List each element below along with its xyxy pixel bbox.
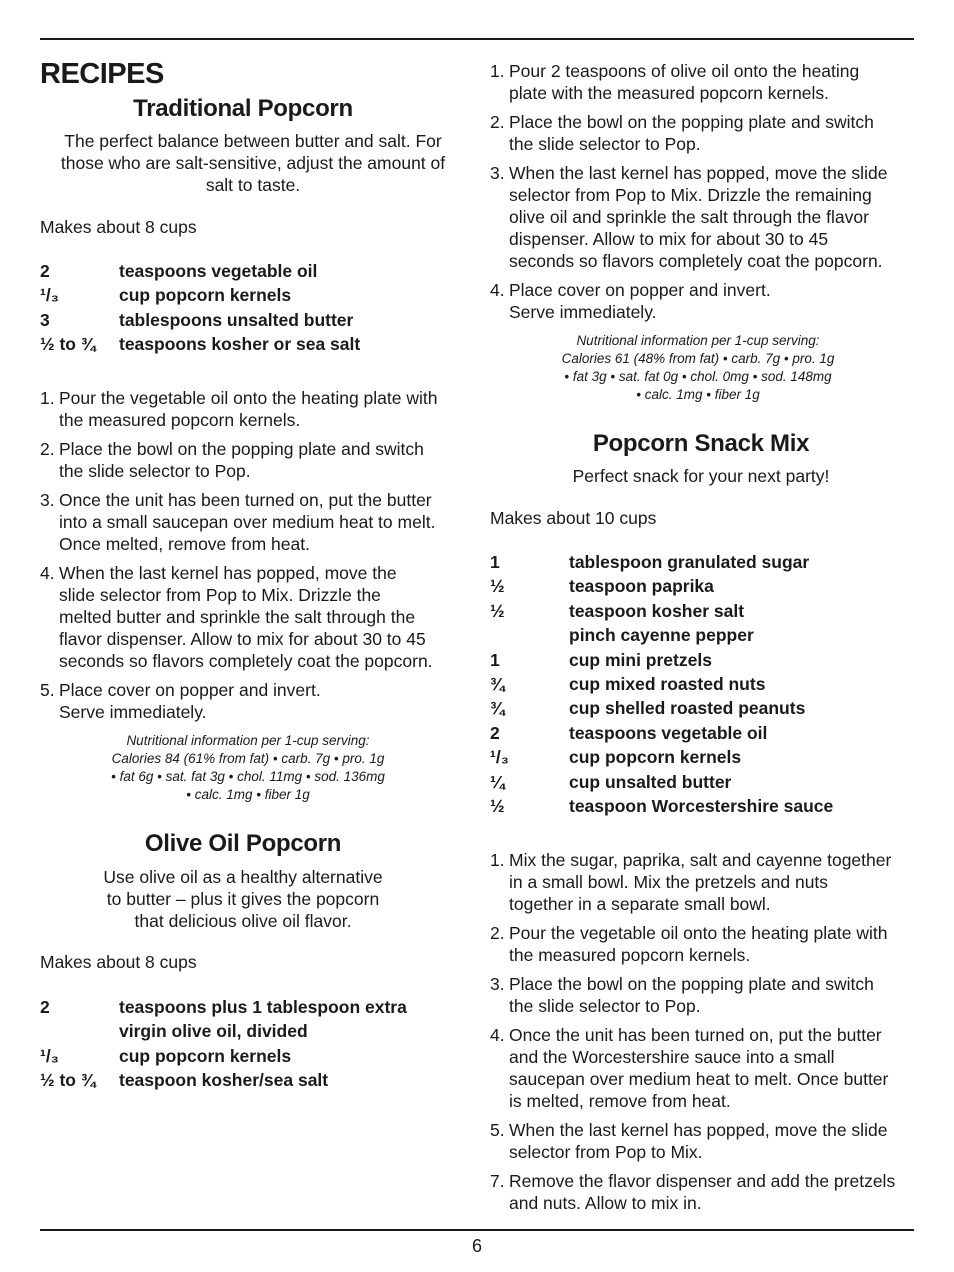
ingredient-item: teaspoon paprika [569, 576, 714, 597]
step-line: slide selector from Pop to Mix. Drizzle the [59, 585, 381, 605]
nutrition-info [40, 732, 456, 804]
top-rule [40, 38, 914, 40]
step-list [40, 387, 456, 730]
ingredient-qty: ¹/₃ [40, 1045, 59, 1066]
ingredient-row [490, 648, 912, 672]
step [490, 279, 912, 323]
ingredient-qty: ¾ [490, 674, 505, 695]
ingredient-item: virgin olive oil, divided [119, 1021, 308, 1042]
ingredient-item: teaspoons vegetable oil [569, 722, 768, 743]
ingredient-row [40, 1019, 456, 1043]
step-line: Once the unit has been turned on, put the butter [509, 1025, 882, 1045]
step-line: seconds so flavors completely coat the popcorn. [509, 251, 883, 271]
nutrition-line: • calc. 1mg • fiber 1g [186, 787, 310, 802]
step [490, 973, 912, 1017]
recipe-title: Popcorn Snack Mix [592, 430, 810, 457]
step-number: 4. [40, 563, 55, 583]
step [490, 1119, 912, 1163]
step-line: in a small bowl. Mix the pretzels and nuts [509, 872, 829, 892]
recipe-yield: Makes about 10 cups [490, 508, 657, 528]
recipe-yield: Makes about 8 cups [40, 217, 197, 237]
ingredient-qty [490, 623, 569, 647]
step [40, 562, 456, 672]
step-line: Place the bowl on the popping plate and switch [509, 112, 874, 132]
page-title: RECIPES [40, 58, 164, 90]
ingredient-list [40, 259, 456, 357]
recipe-intro [45, 130, 461, 196]
page-number: 6 [471, 1236, 482, 1256]
step-line: Once the unit has been turned on, put the butter [59, 490, 432, 510]
step-number: 3. [490, 163, 505, 183]
ingredient-row [490, 599, 912, 623]
nutrition-line: Calories 84 (61% from fat) • carb. 7g • pro. 1g [111, 751, 385, 766]
step [40, 387, 456, 431]
step-line: the measured popcorn kernels. [509, 945, 751, 965]
bottom-rule [40, 1229, 914, 1231]
step [490, 162, 912, 272]
ingredient-item: tablespoons unsalted butter [119, 309, 354, 330]
step [490, 849, 912, 915]
recipe-intro [490, 465, 912, 487]
step [40, 489, 456, 555]
nutrition-info [487, 332, 909, 404]
step [490, 1024, 912, 1112]
step-number: 2. [40, 439, 55, 459]
step-line: is melted, remove from heat. [509, 1091, 731, 1111]
ingredient-row [490, 745, 912, 769]
step-line: selector from Pop to Mix. Drizzle the remaining [509, 185, 872, 205]
step-line: plate with the measured popcorn kernels. [509, 83, 830, 103]
ingredient-item: cup popcorn kernels [119, 285, 292, 306]
step [490, 1170, 912, 1214]
ingredient-item: teaspoons kosher or sea salt [119, 334, 361, 355]
step-line: the slide selector to Pop. [509, 996, 701, 1016]
ingredient-qty: 1 [490, 649, 500, 670]
ingredient-qty: ¾ [490, 698, 505, 719]
step-number: 1. [40, 388, 55, 408]
step-line: the measured popcorn kernels. [59, 410, 301, 430]
ingredient-qty: ½ to ¾ [40, 1070, 96, 1091]
ingredient-qty: ½ to ¾ [40, 334, 96, 355]
step-number: 5. [490, 1120, 505, 1140]
ingredient-row [490, 672, 912, 696]
ingredient-row [490, 696, 912, 720]
recipe-intro [35, 866, 451, 932]
step-number: 7. [490, 1171, 505, 1191]
ingredient-row [490, 574, 912, 598]
ingredient-qty [40, 1019, 119, 1043]
step-line: Pour 2 teaspoons of olive oil onto the heating [509, 61, 860, 81]
nutrition-line: Calories 61 (48% from fat) • carb. 7g • pro. 1g [561, 351, 835, 366]
ingredient-item: tablespoon granulated sugar [569, 552, 810, 572]
step [40, 438, 456, 482]
step-line: Remove the flavor dispenser and add the pretzels [509, 1171, 896, 1191]
ingredient-item: cup shelled roasted peanuts [569, 698, 806, 719]
ingredient-item: cup mixed roasted nuts [569, 674, 766, 695]
intro-line: those who are salt-sensitive, adjust the amount of [60, 153, 446, 173]
step-line: seconds so flavors completely coat the popcorn. [59, 651, 433, 671]
ingredient-row [490, 550, 912, 574]
step-line: the slide selector to Pop. [59, 461, 251, 481]
step-line: When the last kernel has popped, move the slide [509, 163, 888, 183]
nutrition-line: • fat 6g • sat. fat 3g • chol. 11mg • sod. 136mg [111, 769, 385, 784]
ingredient-qty: 2 [490, 722, 500, 743]
step-line: Place the bowl on the popping plate and switch [59, 439, 424, 459]
step [490, 60, 912, 104]
ingredient-row [40, 1044, 456, 1068]
step-number: 2. [490, 112, 505, 132]
ingredient-item: teaspoons plus 1 tablespoon extra [119, 997, 407, 1017]
intro-line: that delicious olive oil flavor. [134, 911, 352, 931]
ingredient-row [490, 721, 912, 745]
ingredient-row [40, 283, 456, 307]
step-number: 3. [40, 490, 55, 510]
step-list [490, 60, 912, 330]
ingredient-qty: ½ [490, 576, 505, 597]
ingredient-row [40, 259, 456, 283]
step-line: saucepan over medium heat to melt. Once butter [509, 1069, 889, 1089]
intro-line: salt to taste. [205, 175, 301, 195]
ingredient-list [40, 995, 456, 1093]
step-line: Mix the sugar, paprika, salt and cayenne together [509, 850, 892, 870]
step-line: the slide selector to Pop. [509, 134, 701, 154]
step-line: Pour the vegetable oil onto the heating plate with [59, 388, 438, 408]
step-list [490, 849, 912, 1221]
ingredient-row [40, 995, 456, 1019]
ingredient-item: cup popcorn kernels [569, 747, 742, 768]
ingredient-item: teaspoons vegetable oil [119, 261, 318, 281]
step-line: melted butter and sprinkle the salt through the [59, 607, 416, 627]
intro-line: Perfect snack for your next party! [572, 466, 830, 486]
step-line: dispenser. Allow to mix for about 30 to 45 [509, 229, 829, 249]
ingredient-qty: ¼ [490, 771, 505, 792]
step-line: When the last kernel has popped, move the [59, 563, 397, 583]
ingredient-item: teaspoon Worcestershire sauce [569, 796, 834, 817]
step-line: and the Worcestershire sauce into a small [509, 1047, 835, 1067]
ingredient-item: pinch cayenne pepper [569, 625, 754, 646]
nutrition-line: Nutritional information per 1-cup serving: [126, 733, 370, 748]
recipe-title: Traditional Popcorn [133, 95, 353, 122]
step [490, 922, 912, 966]
ingredient-item: teaspoon kosher salt [569, 600, 745, 621]
ingredient-row [490, 794, 912, 818]
step-line: Once melted, remove from heat. [59, 534, 310, 554]
ingredient-qty: 2 [40, 261, 50, 281]
ingredient-qty: 1 [490, 552, 500, 572]
intro-line: to butter – plus it gives the popcorn [106, 889, 380, 909]
ingredient-qty: 2 [40, 997, 50, 1017]
step-number: 4. [490, 1025, 505, 1045]
ingredient-list [490, 550, 912, 818]
intro-line: The perfect balance between butter and salt. For [64, 131, 442, 151]
recipe-yield: Makes about 8 cups [40, 952, 197, 972]
step-line: Serve immediately. [509, 302, 657, 322]
step-line: Place cover on popper and invert. [509, 280, 771, 300]
step-number: 1. [490, 61, 505, 81]
step-line: Place cover on popper and invert. [59, 680, 321, 700]
step-line: Serve immediately. [59, 702, 207, 722]
ingredient-item: cup unsalted butter [569, 771, 732, 792]
ingredient-row [40, 1068, 456, 1092]
ingredient-qty: ¹/₃ [490, 747, 509, 768]
step-line: selector from Pop to Mix. [509, 1142, 703, 1162]
step-line: olive oil and sprinkle the salt through the flavor [509, 207, 869, 227]
ingredient-qty: ½ [490, 600, 505, 621]
ingredient-qty: ¹/₃ [40, 285, 59, 306]
step-line: and nuts. Allow to mix in. [509, 1193, 702, 1213]
nutrition-line: Nutritional information per 1-cup serving: [576, 333, 820, 348]
nutrition-line: • calc. 1mg • fiber 1g [636, 387, 760, 402]
ingredient-qty: 3 [40, 309, 50, 330]
step-number: 2. [490, 923, 505, 943]
step-number: 1. [490, 850, 505, 870]
ingredient-item: teaspoon kosher/sea salt [119, 1070, 329, 1091]
ingredient-item: cup mini pretzels [569, 649, 712, 670]
ingredient-row [40, 332, 456, 356]
step-line: Pour the vegetable oil onto the heating plate with [509, 923, 888, 943]
step-number: 5. [40, 680, 55, 700]
step-line: Place the bowl on the popping plate and switch [509, 974, 874, 994]
recipe-title: Olive Oil Popcorn [144, 830, 342, 857]
step-line: flavor dispenser. Allow to mix for about 30 to 45 [59, 629, 426, 649]
step-number: 3. [490, 974, 505, 994]
ingredient-row [490, 623, 912, 647]
intro-line: Use olive oil as a healthy alternative [103, 867, 383, 887]
step-number: 4. [490, 280, 505, 300]
nutrition-line: • fat 3g • sat. fat 0g • chol. 0mg • sod. 148mg [564, 369, 832, 384]
step-line: into a small saucepan over medium heat to melt. [59, 512, 436, 532]
step-line: together in a separate small bowl. [509, 894, 771, 914]
ingredient-item: cup popcorn kernels [119, 1045, 292, 1066]
step-line: When the last kernel has popped, move the slide [509, 1120, 888, 1140]
ingredient-row [40, 308, 456, 332]
ingredient-qty: ½ [490, 796, 505, 817]
ingredient-row [490, 770, 912, 794]
step [40, 679, 456, 723]
step [490, 111, 912, 155]
